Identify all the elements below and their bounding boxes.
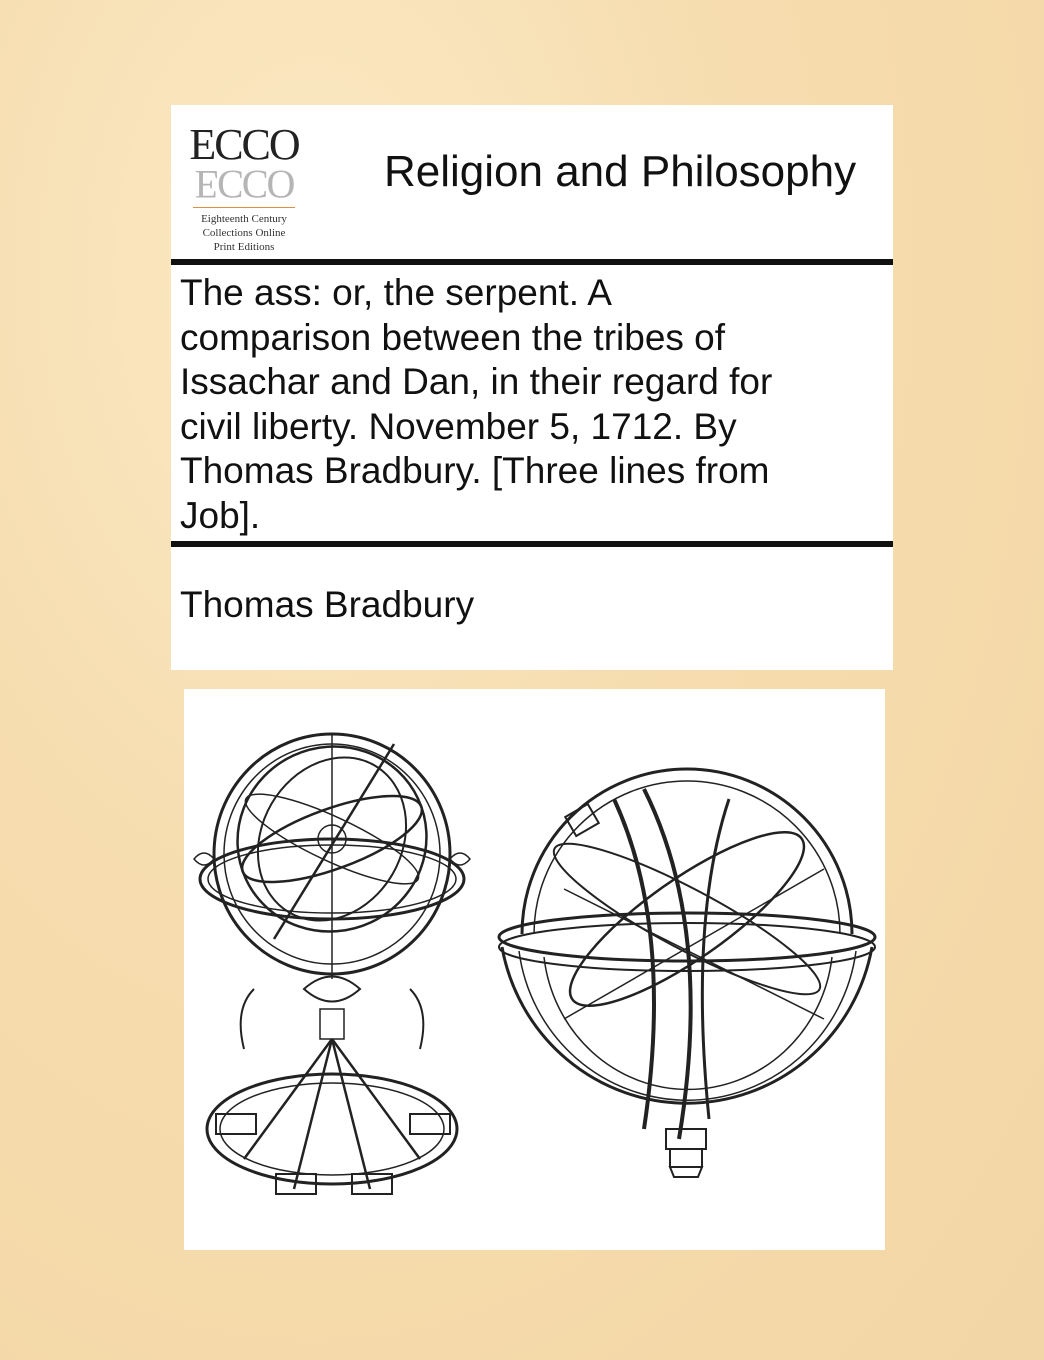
logo-caption-2: Collections Online — [202, 227, 286, 239]
title-line: Job]. — [180, 494, 261, 536]
divider-top — [171, 259, 893, 265]
title-line: civil liberty. November 5, 1712. By — [180, 405, 737, 447]
title-line: The ass: or, the serpent. A — [180, 272, 612, 313]
left-armillary-sphere — [194, 715, 470, 1194]
title-line: Issachar and Dan, in their regard for — [180, 361, 773, 402]
logo-mark: ECCO — [189, 120, 299, 169]
divider-bottom — [171, 541, 893, 547]
logo-rule — [193, 207, 295, 208]
illustration-panel — [184, 689, 885, 1250]
title-line: Thomas Bradbury. [Three lines from — [180, 450, 770, 491]
cover-header-panel — [171, 105, 893, 670]
logo-mark-reflection: ECCO — [194, 162, 294, 207]
right-armillary-sphere — [499, 769, 875, 1177]
series-title: Religion and Philosophy — [384, 147, 857, 196]
ecco-logo — [189, 120, 299, 253]
book-title — [180, 271, 880, 538]
armillary-illustration — [184, 689, 885, 1250]
author-name: Thomas Bradbury — [180, 584, 475, 625]
logo-caption-1: Eighteenth Century — [201, 213, 287, 225]
title-line: comparison between the tribes of — [180, 316, 726, 358]
logo-caption-3: Print Editions — [213, 241, 275, 253]
